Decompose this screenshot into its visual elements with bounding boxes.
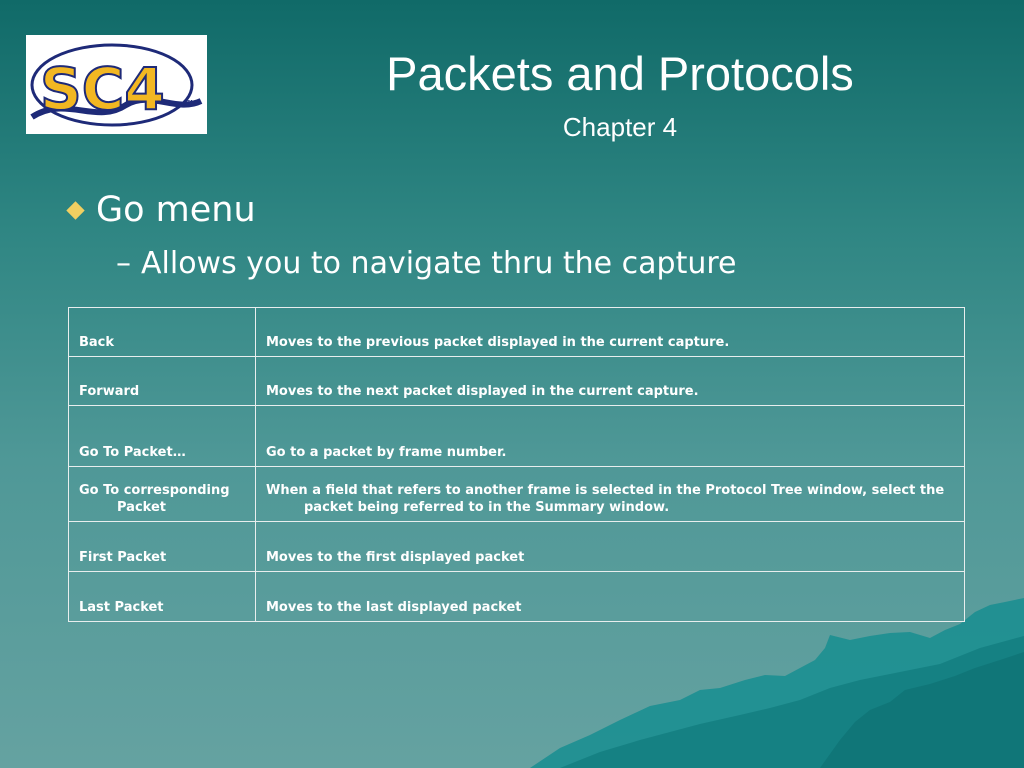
description-cell: Moves to the last displayed packet xyxy=(256,572,965,622)
logo-wordmark: SC4 xyxy=(40,55,165,123)
description-cell: Go to a packet by frame number. xyxy=(256,406,965,467)
sc4-logo xyxy=(26,35,207,134)
table-row xyxy=(69,357,965,406)
command-cell: Back xyxy=(69,308,256,357)
description-cell: Moves to the next packet displayed in the current capture. xyxy=(256,357,965,406)
table-row xyxy=(69,572,965,622)
dash-bullet: – xyxy=(116,245,131,281)
command-cell: Forward xyxy=(69,357,256,406)
bullet-level1 xyxy=(62,188,256,232)
bullet-level2-text: Allows you to navigate thru the capture xyxy=(141,245,737,281)
table-row xyxy=(69,522,965,572)
table-row xyxy=(69,467,965,522)
description-cell xyxy=(256,467,965,522)
command-text: Go To corresponding Packet xyxy=(79,483,230,515)
logo-trademark: TM xyxy=(186,99,197,107)
sc4-logo-graphic xyxy=(26,35,207,134)
description-cell: Moves to the first displayed packet xyxy=(256,522,965,572)
description-text: When a field that refers to another frame is selected in the Protocol Tree window, select the packet being referred to in the Summary window. xyxy=(266,483,945,515)
command-cell xyxy=(69,467,256,522)
table-row xyxy=(69,406,965,467)
table-row xyxy=(69,308,965,357)
diamond-bullet-icon xyxy=(66,201,84,219)
command-cell: Last Packet xyxy=(69,572,256,622)
go-menu-table xyxy=(68,307,965,622)
description-cell: Moves to the previous packet displayed in the current capture. xyxy=(256,308,965,357)
bullet-level1-text: Go menu xyxy=(96,190,256,230)
slide-title: Packets and Protocols xyxy=(386,47,854,100)
slide-subtitle: Chapter 4 xyxy=(562,112,678,142)
command-cell: Go To Packet… xyxy=(69,406,256,467)
bullet-level2 xyxy=(116,243,737,283)
command-cell: First Packet xyxy=(69,522,256,572)
